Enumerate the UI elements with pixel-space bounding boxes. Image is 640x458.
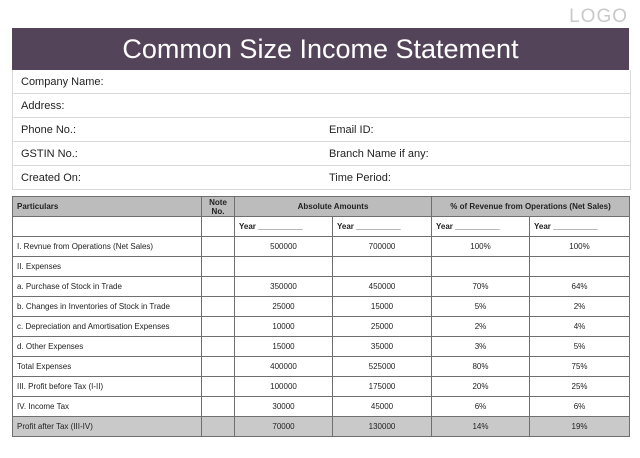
row-percent-2: 2%	[530, 297, 630, 317]
row-label: Profit after Tax (III-IV)	[13, 417, 202, 437]
row-percent-2: 19%	[530, 417, 630, 437]
row-amount-1: 100000	[235, 377, 333, 397]
company-name-field: Company Name:	[21, 75, 104, 88]
table-row	[13, 237, 630, 257]
row-note	[202, 337, 235, 357]
row-amount-2	[333, 257, 432, 277]
row-label: a. Purchase of Stock in Trade	[13, 277, 202, 297]
row-amount-2: 25000	[333, 317, 432, 337]
row-label: I. Revnue from Operations (Net Sales)	[13, 237, 202, 257]
row-amount-1: 500000	[235, 237, 333, 257]
address-field: Address:	[21, 99, 65, 112]
table-year-row	[13, 217, 630, 237]
year-label: Year __________	[333, 217, 432, 237]
info-row-company	[13, 70, 630, 94]
row-label: IV. Income Tax	[13, 397, 202, 417]
row-label: b. Changes in Inventories of Stock in Trade	[13, 297, 202, 317]
header-note-no: Note No.	[202, 197, 235, 217]
table-row	[13, 357, 630, 377]
table-row	[13, 257, 630, 277]
row-amount-1: 400000	[235, 357, 333, 377]
year-row-blank	[13, 217, 202, 237]
row-note	[202, 377, 235, 397]
row-amount-2: 175000	[333, 377, 432, 397]
row-percent-2: 64%	[530, 277, 630, 297]
row-amount-1: 70000	[235, 417, 333, 437]
row-percent-1: 5%	[432, 297, 530, 317]
row-amount-1	[235, 257, 333, 277]
created-on-field: Created On:	[21, 171, 81, 184]
row-amount-2: 130000	[333, 417, 432, 437]
logo-text: LOGO	[569, 6, 628, 27]
row-percent-2: 25%	[530, 377, 630, 397]
row-percent-1: 6%	[432, 397, 530, 417]
email-field: Email ID:	[329, 123, 374, 136]
row-percent-1: 100%	[432, 237, 530, 257]
header-percent-revenue: % of Revenue from Operations (Net Sales)	[432, 197, 630, 217]
info-row-dates	[13, 166, 630, 189]
row-amount-1: 350000	[235, 277, 333, 297]
time-period-field: Time Period:	[329, 171, 391, 184]
year-label: Year __________	[432, 217, 530, 237]
row-percent-1	[432, 257, 530, 277]
income-statement-table	[12, 196, 630, 437]
row-note	[202, 297, 235, 317]
row-note	[202, 397, 235, 417]
row-label: d. Other Expenses	[13, 337, 202, 357]
year-label: Year __________	[235, 217, 333, 237]
row-percent-2: 4%	[530, 317, 630, 337]
company-info-section	[12, 70, 631, 190]
info-row-contact	[13, 118, 630, 142]
row-percent-1: 2%	[432, 317, 530, 337]
page-title: Common Size Income Statement	[12, 28, 629, 70]
header-absolute-amounts: Absolute Amounts	[235, 197, 432, 217]
row-note	[202, 357, 235, 377]
info-row-gstin	[13, 142, 630, 166]
row-label: Total Expenses	[13, 357, 202, 377]
row-note	[202, 417, 235, 437]
row-amount-2: 15000	[333, 297, 432, 317]
table-row-total	[13, 417, 630, 437]
row-amount-2: 525000	[333, 357, 432, 377]
phone-field: Phone No.:	[21, 123, 77, 136]
row-percent-2	[530, 257, 630, 277]
table-header-row	[13, 197, 630, 217]
row-note	[202, 237, 235, 257]
table-row	[13, 377, 630, 397]
row-amount-2: 35000	[333, 337, 432, 357]
row-percent-2: 100%	[530, 237, 630, 257]
row-amount-2: 450000	[333, 277, 432, 297]
row-percent-1: 20%	[432, 377, 530, 397]
table-row	[13, 397, 630, 417]
row-amount-1: 15000	[235, 337, 333, 357]
year-row-note-blank	[202, 217, 235, 237]
table-row	[13, 297, 630, 317]
row-percent-2: 75%	[530, 357, 630, 377]
row-amount-2: 45000	[333, 397, 432, 417]
year-label: Year __________	[530, 217, 630, 237]
row-amount-2: 700000	[333, 237, 432, 257]
row-percent-1: 80%	[432, 357, 530, 377]
gstin-field: GSTIN No.:	[21, 147, 78, 160]
row-percent-1: 3%	[432, 337, 530, 357]
table-row	[13, 317, 630, 337]
row-note	[202, 257, 235, 277]
row-percent-1: 14%	[432, 417, 530, 437]
row-note	[202, 277, 235, 297]
branch-field: Branch Name if any:	[329, 147, 429, 160]
info-row-address	[13, 94, 630, 118]
table-row	[13, 337, 630, 357]
row-label: III. Profit before Tax (I-II)	[13, 377, 202, 397]
row-label: II. Expenses	[13, 257, 202, 277]
header-particulars: Particulars	[13, 197, 202, 217]
table-row	[13, 277, 630, 297]
row-note	[202, 317, 235, 337]
row-percent-2: 6%	[530, 397, 630, 417]
row-percent-1: 70%	[432, 277, 530, 297]
row-percent-2: 5%	[530, 337, 630, 357]
row-amount-1: 30000	[235, 397, 333, 417]
row-amount-1: 10000	[235, 317, 333, 337]
row-amount-1: 25000	[235, 297, 333, 317]
row-label: c. Depreciation and Amortisation Expenses	[13, 317, 202, 337]
